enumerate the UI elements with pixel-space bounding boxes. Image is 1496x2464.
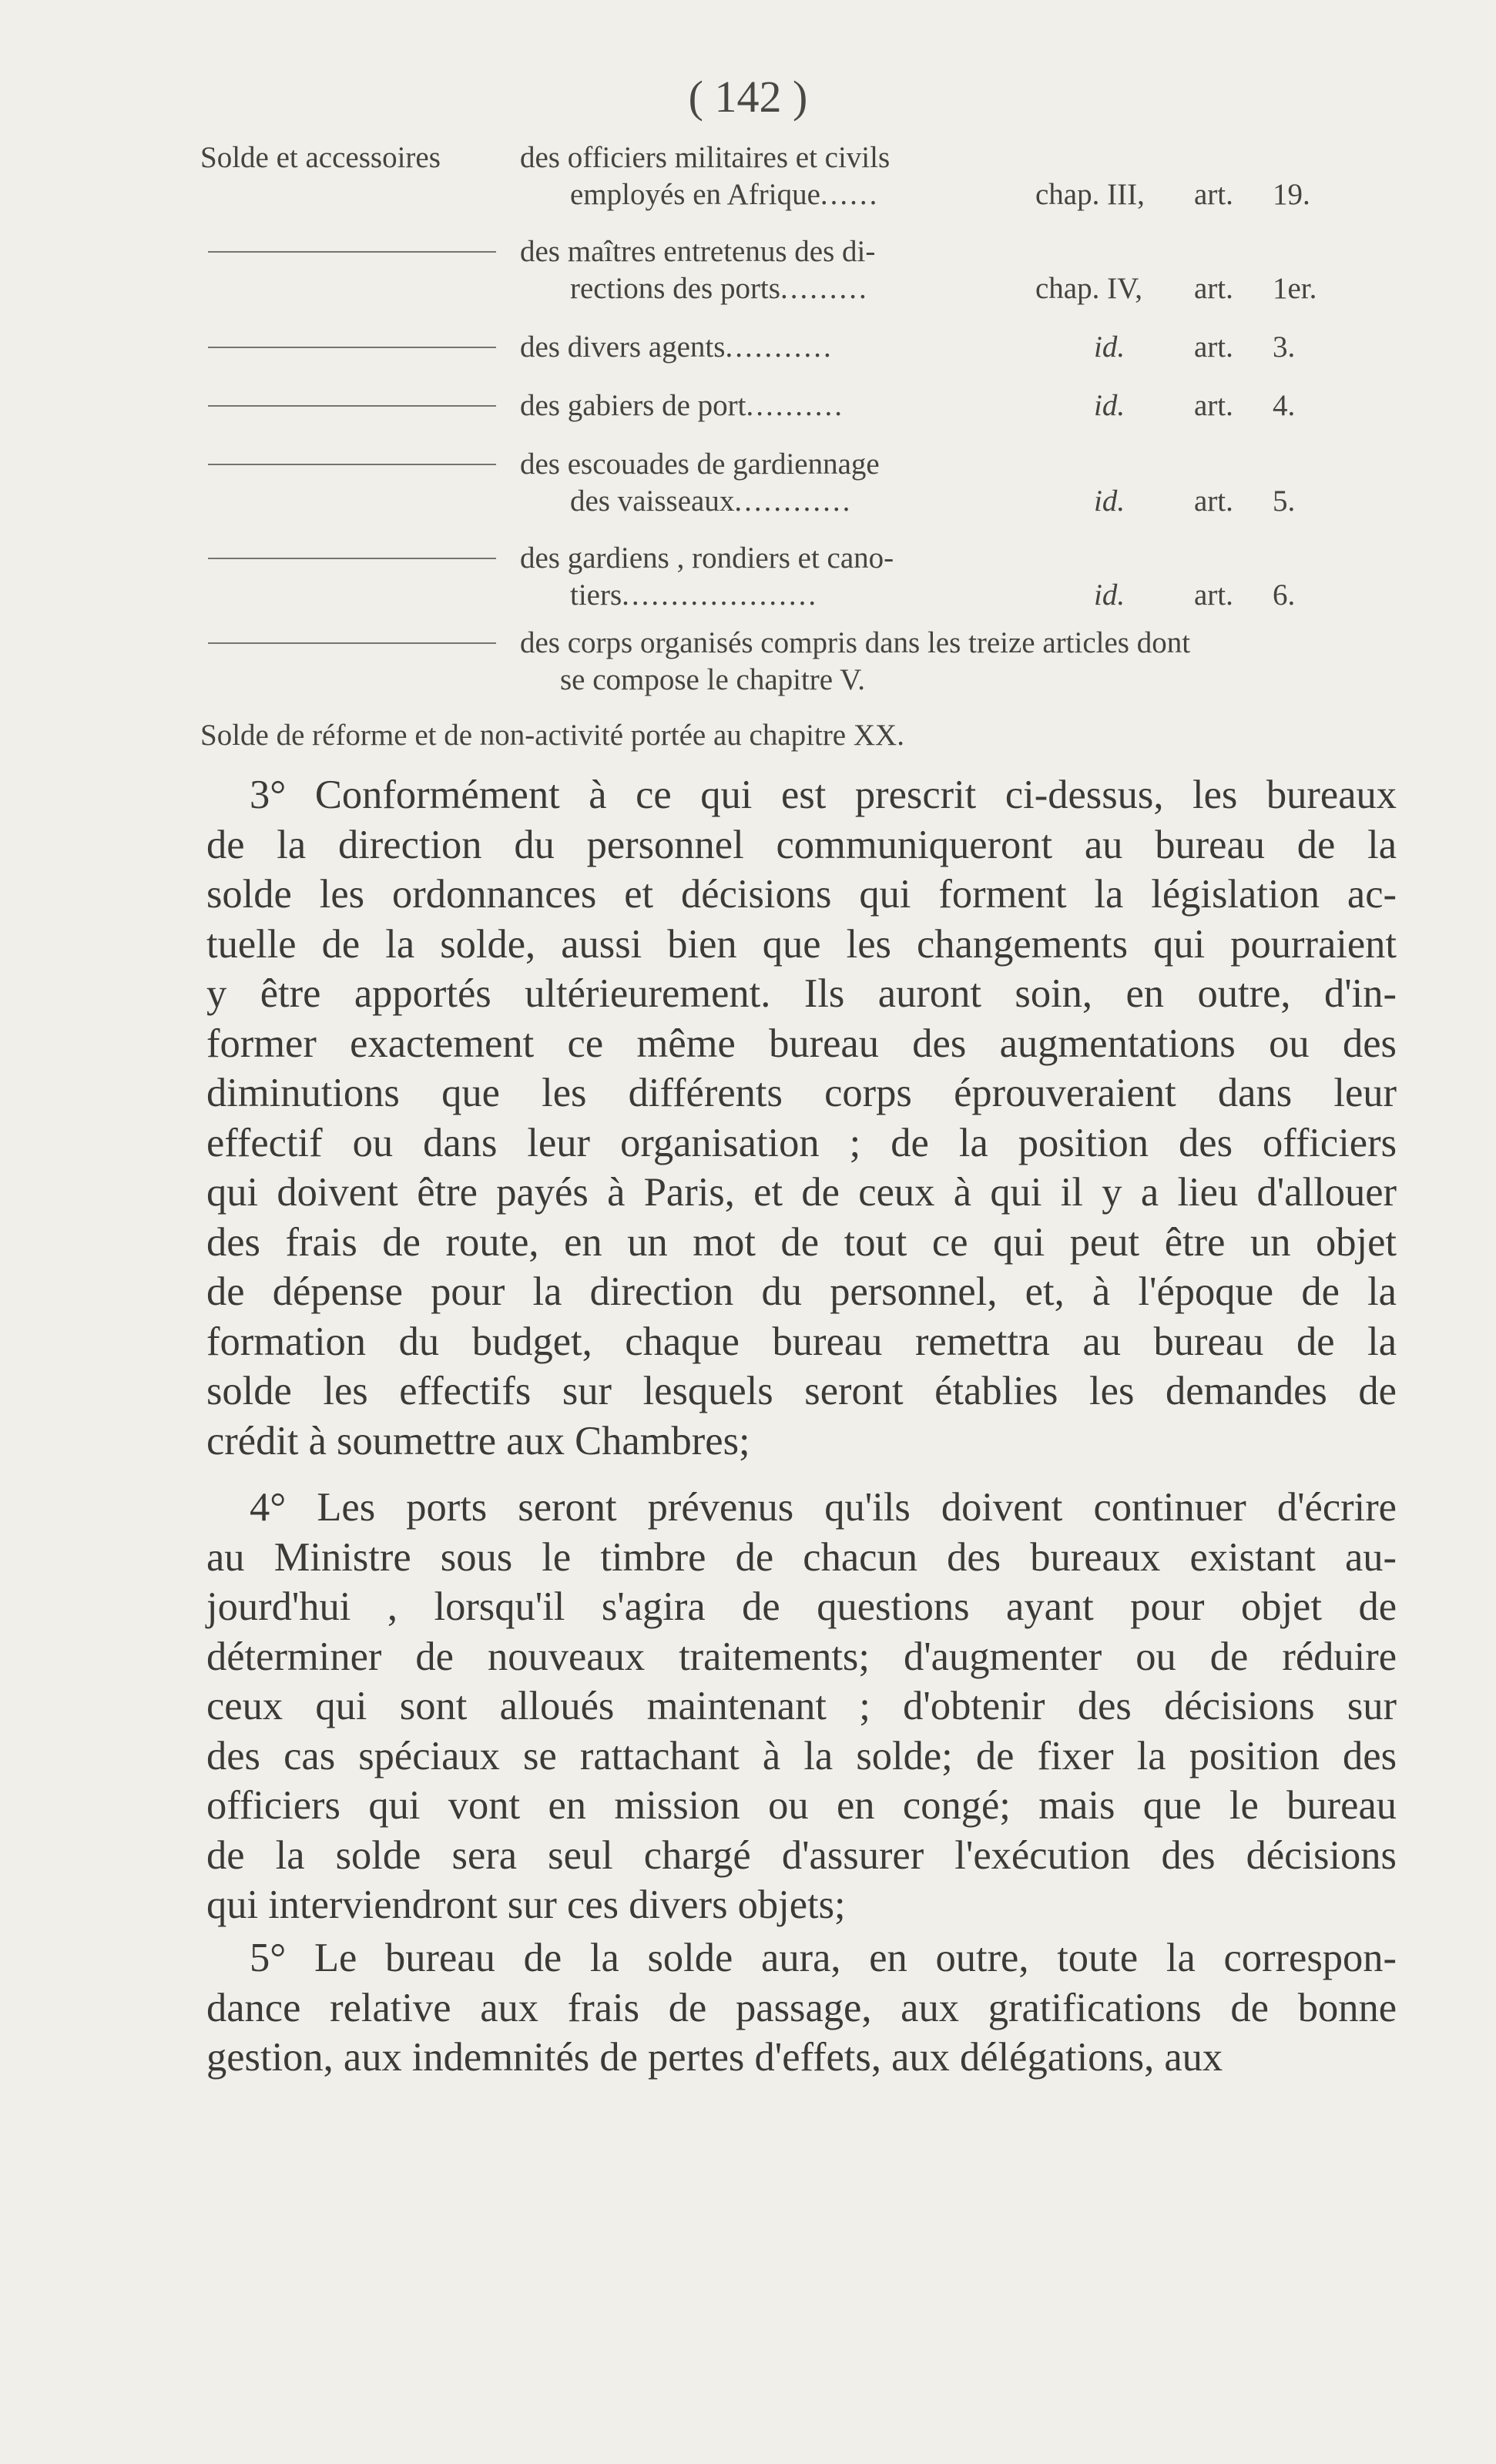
index-entry-id: id.: [1094, 330, 1125, 364]
index-entry-desc-cont: rections des ports.........: [570, 272, 869, 305]
index-lead-title: Solde et accessoires: [200, 141, 441, 174]
text-line: de la solde sera seul chargé d'assurer l'exécution des décisions: [206, 1832, 1397, 1878]
index-entry-desc-cont: des vaisseaux............: [570, 484, 853, 518]
index-entry-desc-cont: se compose le chapitre V.: [560, 663, 866, 696]
text-line: jourd'hui , lorsqu'il s'agira de questions ayant pour objet de: [206, 1584, 1397, 1629]
text-line: des cas spéciaux se rattachant à la solde; de fixer la position des: [206, 1733, 1397, 1778]
index-entry-chap: chap. III,: [1035, 178, 1145, 211]
text-line: des frais de route, en un mot de tout ce qui peut être un objet: [206, 1219, 1397, 1265]
text-line: solde les effectifs sur lesquels seront établies les demandes de: [206, 1369, 1397, 1413]
text-line: de dépense pour la direction du personnel, et, à l'époque de la: [206, 1269, 1397, 1314]
index-entry-num: 1er.: [1273, 272, 1317, 305]
text-line: tuelle de la solde, aussi bien que les changements qui pourraient: [206, 921, 1397, 967]
ditto-dash: [200, 388, 501, 419]
text-line: former exactement ce même bureau des augmentations ou des: [206, 1021, 1397, 1066]
index-entry-num: 6.: [1273, 578, 1296, 612]
page-number: ( 142 ): [688, 72, 808, 122]
text-line: solde les ordonnances et décisions qui forment la législation ac-: [206, 872, 1397, 917]
index-entry-desc: des corps organisés compris dans les treize articles dont: [520, 626, 1191, 659]
index-entry-id: id.: [1094, 484, 1125, 518]
text-line: crédit à soumettre aux Chambres;: [206, 1418, 750, 1463]
paragraph-3: [206, 770, 1397, 1466]
index-entry-art: art.: [1194, 484, 1233, 518]
index-entry-num: 19.: [1273, 178, 1310, 211]
ditto-dash: [200, 447, 501, 478]
text-line: 5° Le bureau de la solde aura, en outre, toute la correspon-: [250, 1936, 1397, 1980]
text-line: formation du budget, chaque bureau remettra au bureau de la: [206, 1319, 1397, 1364]
index-entry-desc-cont: employés en Afrique......: [570, 178, 880, 211]
text-line: de la direction du personnel communiqueront au bureau de la: [206, 822, 1397, 867]
ditto-dash: [200, 625, 501, 656]
text-line: y être apportés ultérieurement. Ils auront soin, en outre, d'in-: [206, 971, 1397, 1016]
text-line: ceux qui sont alloués maintenant ; d'obtenir des décisions sur: [206, 1684, 1397, 1728]
ditto-dash: [200, 234, 501, 265]
index-entry-desc: des divers agents...........: [520, 330, 834, 364]
text-line: déterminer de nouveaux traitements; d'augmenter ou de réduire: [206, 1634, 1397, 1679]
index-entry-art: art.: [1194, 389, 1233, 422]
index-entry-art: art.: [1194, 272, 1233, 305]
text-line: 3° Conformément à ce qui est prescrit ci-dessus, les bureaux: [250, 773, 1397, 817]
index-entry-num: 3.: [1273, 330, 1296, 364]
index-entry-num: 4.: [1273, 389, 1296, 422]
ditto-dash: [200, 541, 501, 572]
text-line: gestion, aux indemnités de pertes d'effets, aux délégations, aux: [206, 2035, 1223, 2080]
paragraph-4: [206, 1483, 1397, 1930]
index-entry-desc: des maîtres entretenus des di-: [520, 235, 876, 268]
index-entry-desc: des gardiens , rondiers et cano-: [520, 541, 894, 575]
index-entry-desc: des gabiers de port..........: [520, 389, 844, 422]
text-line: officiers qui vont en mission ou en congé; mais que le bureau: [206, 1783, 1397, 1828]
index-entry-desc: des officiers militaires et civils: [520, 141, 891, 174]
index-entry-id: id.: [1094, 578, 1125, 612]
index-entry-chap: chap. IV,: [1035, 272, 1142, 305]
text-line: au Ministre sous le timbre de chacun des bureaux existant au-: [206, 1534, 1397, 1580]
book-page: ( 142 ) Solde et accessoires des officiers militaires et civils employés en Afrique...... chap. III, art. 19. des maîtres entretenus des di- rections des ports......... chap. IV, art. 1er. des divers agents........... id. art. 3. des gabiers de port.......... id. art. 4. des escouades de gardiennage des vaisseaux............ id. art. 5. des gardiens , rondiers et cano- tiers.................... id. art. 6. des corps organisés compris dans les treize articles dont se compose le chapitre V. Solde de réforme et de non-activité portée au chapitre XX. 3° Conformément à ce qui est prescrit ci-dessus, les bureaux de la direction du personnel communiqueront au bureau de la solde les ordonnances et décisions qui forment la législation ac- tuelle de la solde, aussi bien que les changements qui pourraient y être apportés ultérieurement. Ils auront soin, en outre, d'in- former exactement ce même bureau des augmentations ou des diminutions que les différents corps éprouveraient dans leur effectif ou dans leur organisation ; de la position des officiers qui doivent être payés à Paris, et de ceux à qui il y a lieu d'allouer des frais de route, en un mot de tout ce qui peut être un objet de dépense pour la direction du personnel, et, à l'époque de la formation du budget, chaque bureau remettra au bureau de la solde les effectifs sur lesquels seront établies les demandes de crédit à soumettre aux Chambres; 4° Les ports seront prévenus qu'ils doivent continuer d'écrire au Ministre sous le timbre de chacun des bureaux existant au- jourd'hui , lorsqu'il s'agira de questions ayant pour objet de déterminer de nouveaux traitements; d'augmenter ou de réduire ceux qui sont alloués maintenant ; d'obtenir des décisions sur des cas spéciaux se rattachant à la solde; de fixer la position des officiers qui vont en mission ou en congé; mais que le bureau de la solde sera seul chargé d'assurer l'exécution des décisions qui interviendront sur ces divers objets; 5° Le bureau de la solde aura, en outre, toute la correspon- dance relative aux frais de passage, aux gratifications de bonne gestion, aux indemnités de pertes d'effets, aux délégations, aux: [0, 0, 1496, 2464]
text-line: diminutions que les différents corps éprouveraient dans leur: [206, 1071, 1397, 1115]
text-line: effectif ou dans leur organisation ; de la position des officiers: [206, 1120, 1397, 1165]
text-line: 4° Les ports seront prévenus qu'ils doivent continuer d'écrire: [250, 1485, 1397, 1530]
index-entry-art: art.: [1194, 178, 1233, 211]
index-entry-art: art.: [1194, 330, 1233, 364]
text-line: qui doivent être payés à Paris, et de ceux à qui il y a lieu d'allouer: [206, 1170, 1397, 1215]
index-entry-id: id.: [1094, 389, 1125, 422]
index-entry-desc-cont: tiers....................: [570, 578, 819, 612]
index-entry-art: art.: [1194, 578, 1233, 612]
text-line: qui interviendront sur ces divers objets;: [206, 1882, 846, 1927]
index-entry-desc: des escouades de gardiennage: [520, 448, 880, 481]
index-entry-num: 5.: [1273, 484, 1296, 518]
ditto-dash: [200, 330, 501, 360]
text-line: dance relative aux frais de passage, aux gratifications de bonne: [206, 1985, 1397, 2030]
paragraph-5: [206, 1933, 1397, 2083]
